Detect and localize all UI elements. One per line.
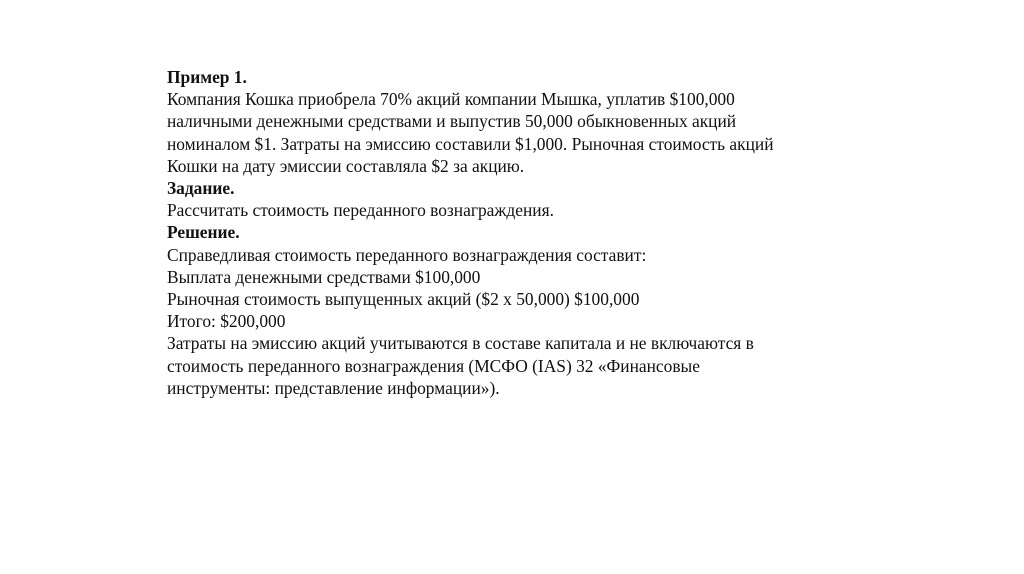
example-heading: Пример 1. [167, 67, 247, 87]
solution-line: Выплата денежными средствами $100,000 [167, 266, 481, 287]
solution-line: Итого: $200,000 [167, 311, 286, 332]
solution-line: Рыночная стоимость выпущенных акций ($2 x 50,000) $100,000 [167, 289, 640, 310]
problem-line: наличными денежными средствами и выпустив 50,000 обыкновенных акций [167, 111, 737, 132]
problem-line: Кошки на дату эмиссии составляла $2 за акцию. [167, 155, 525, 176]
solution-line: Затраты на эмиссию акций учитываются в составе капитала и не включаются в [167, 333, 754, 354]
solution-line: стоимость переданного вознаграждения (МСФО (IAS) 32 «Финансовые [167, 355, 700, 376]
task-heading: Задание. [167, 178, 235, 199]
solution-line: Справедливая стоимость переданного вознаграждения составит: [167, 244, 647, 265]
solution-line: инструменты: представление информации»). [167, 377, 500, 398]
problem-line: номиналом $1. Затраты на эмиссию составили $1,000. Рыночная стоимость акций [167, 133, 774, 154]
problem-line: Компания Кошка приобрела 70% акций компании Мышка, уплатив $100,000 [167, 89, 735, 110]
solution-heading: Решение. [167, 222, 240, 243]
document-text [167, 66, 867, 399]
task-text: Рассчитать стоимость переданного вознаграждения. [167, 200, 554, 221]
